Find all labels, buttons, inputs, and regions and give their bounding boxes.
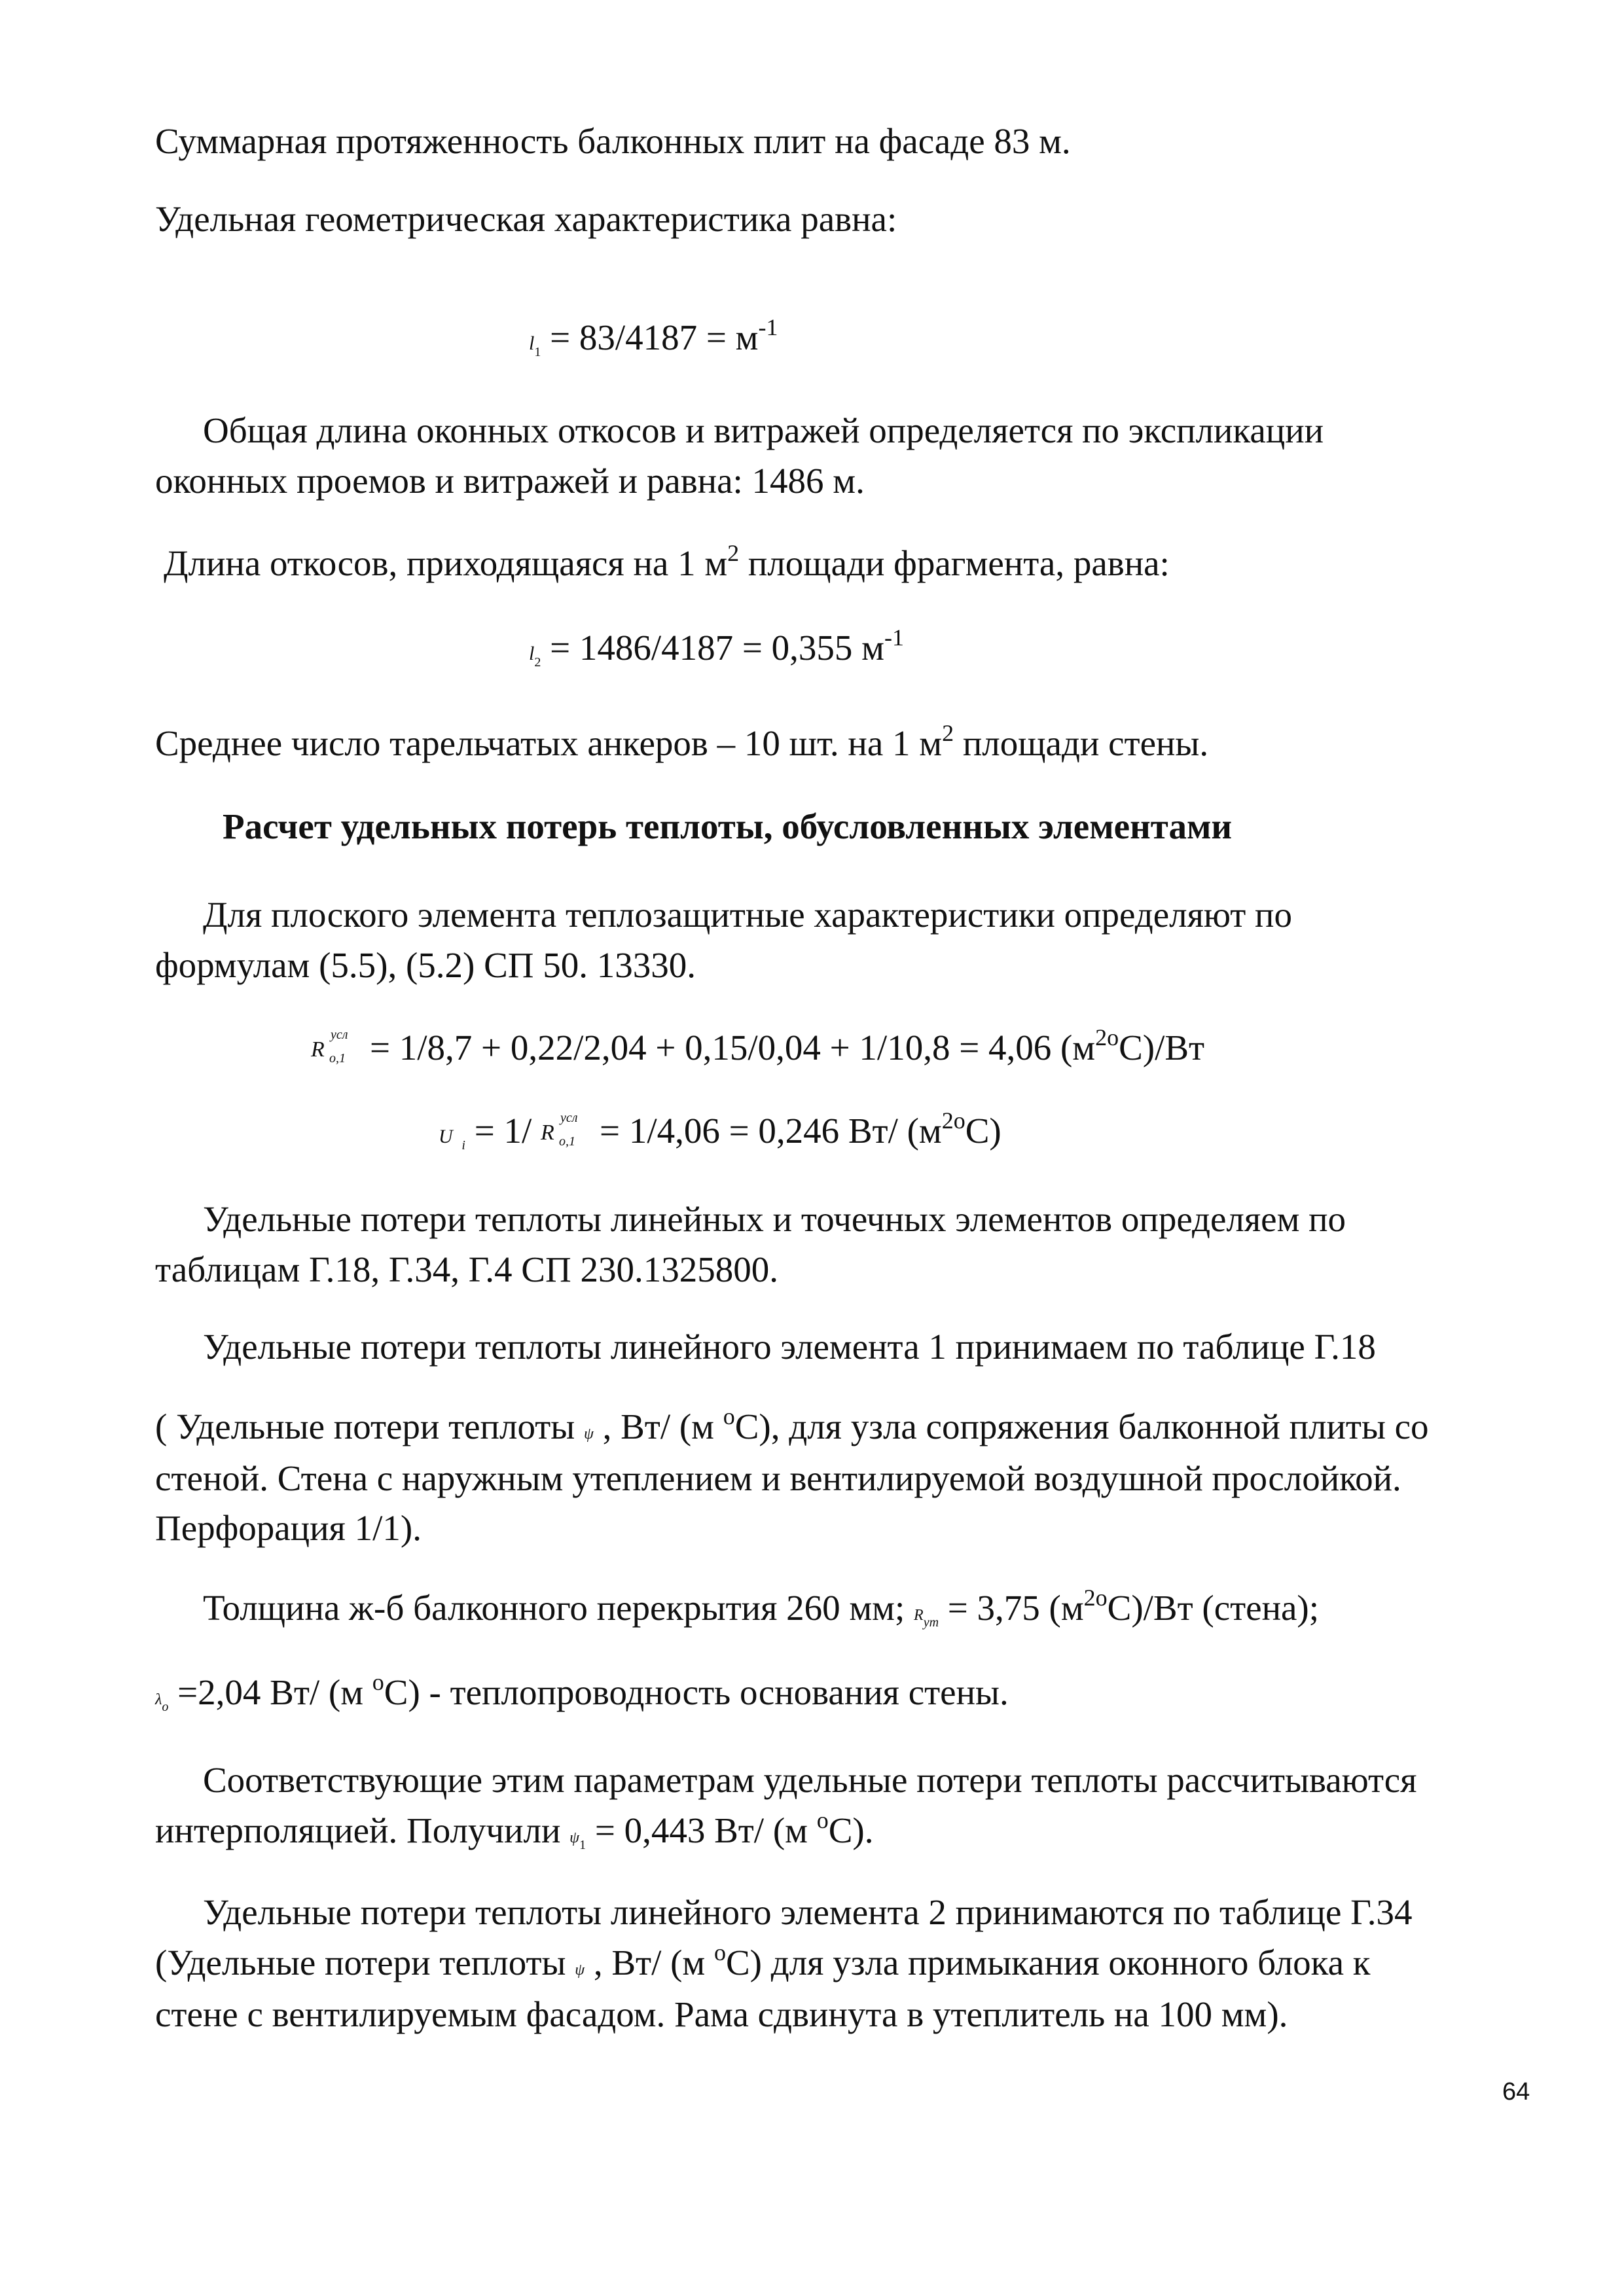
- paragraph-flat-element-line1: Для плоского элемента теплозащитные характеристики определяют по: [203, 895, 1292, 935]
- paragraph-linear-point-losses-line2: таблицам Г.18, Г.34, Г.4 СП 230.1325800.: [155, 1249, 778, 1289]
- r-usl-symbol: R усл о,1: [311, 1028, 348, 1066]
- paragraph-anchor-count: Среднее число тарельчатых анкеров – 10 шт. на 1 $м^2$ площади стены.: [155, 720, 1209, 763]
- paragraph-balcony-node-line1: ( Удельные потери теплоты ψ , Вт/ (м $^o$С), для узла сопряжения балконной плиты со: [155, 1403, 1429, 1446]
- paragraph-interpolation-line1: Соответствующие этим параметрам удельные потери теплоты рассчитываются: [203, 1760, 1417, 1800]
- paragraph-element2-line2: (Удельные потери теплоты ψ , Вт/ (м $^o$С) для узла примыкания оконного блока к: [155, 1939, 1371, 1982]
- paragraph-window-slopes-line1: Общая длина оконных откосов и витражей определяется по экспликации: [203, 410, 1324, 450]
- paragraph-geometric-characteristic: Удельная геометрическая характеристика равна:: [155, 199, 897, 239]
- formula-l2: $l_2 = 1486/4187 = 0,355$ $м^{-1}$: [529, 624, 904, 670]
- paragraph-element2-line3: стене с вентилируемым фасадом. Рама сдвинута в утеплитель на 100 мм).: [155, 1994, 1288, 2034]
- paragraph-balcony-node-line2: стеной. Стена с наружным утеплением и вентилируемой воздушной прослойкой.: [155, 1458, 1401, 1498]
- paragraph-element1-table: Удельные потери теплоты линейного элемента 1 принимаем по таблице Г.18: [203, 1327, 1376, 1367]
- paragraph-thermal-conductivity: λо =2,04 Вт/ (м $^o$С) - теплопроводность основания стены.: [155, 1669, 1009, 1714]
- paragraph-element2-line1: Удельные потери теплоты линейного элемента 2 принимаются по таблице Г.34: [203, 1892, 1413, 1932]
- section-heading: Расчет удельных потерь теплоты, обусловленных элементами: [223, 806, 1233, 846]
- paragraph-interpolation-line2: интерполяцией. Получили $\psi_1 = 0,443$ Вт/ (м $^o$С).: [155, 1807, 874, 1852]
- r-usl-symbol-2: R усл о,1: [541, 1111, 578, 1149]
- paragraph-window-slopes-line2: оконных проемов и витражей и равна: 1486 м.: [155, 461, 865, 501]
- paragraph-balcony-node-line3: Перфорация 1/1).: [155, 1508, 422, 1548]
- formula-u-transmittance: U i = 1/ R усл о,1 = 1/4,06 = 0,246 Вт/ $(м^{2o}С)$: [439, 1107, 1001, 1153]
- paragraph-linear-point-losses-line1: Удельные потери теплоты линейных и точечных элементов определяем по: [203, 1199, 1346, 1239]
- paragraph-flat-element-line2: формулам (5.5), (5.2) СП 50. 13330.: [155, 945, 696, 985]
- paragraph-slope-length-per-m2: Длина откосов, приходящаяся на 1 $м^2$ площади фрагмента, равна:: [164, 540, 1170, 583]
- paragraph-slab-thickness: Толщина ж-б балконного перекрытия 260 мм; Rут = 3,75 $(м^{2o}С)/Вт$ (стена);: [203, 1585, 1320, 1630]
- paragraph-balcony-length: Суммарная протяженность балконных плит на фасаде 83 м.: [155, 121, 1071, 161]
- formula-r-conditional: R усл о,1 = 1/8,7 + 0,22/2,04 + 0,15/0,04 + 1/10,8 = 4,06 $(м^{2o}С)/Вт$: [311, 1024, 1205, 1067]
- page-number: 64: [1502, 2078, 1530, 2106]
- formula-l1: $l_1 = 83/4187 = м^{-1}$: [529, 314, 778, 359]
